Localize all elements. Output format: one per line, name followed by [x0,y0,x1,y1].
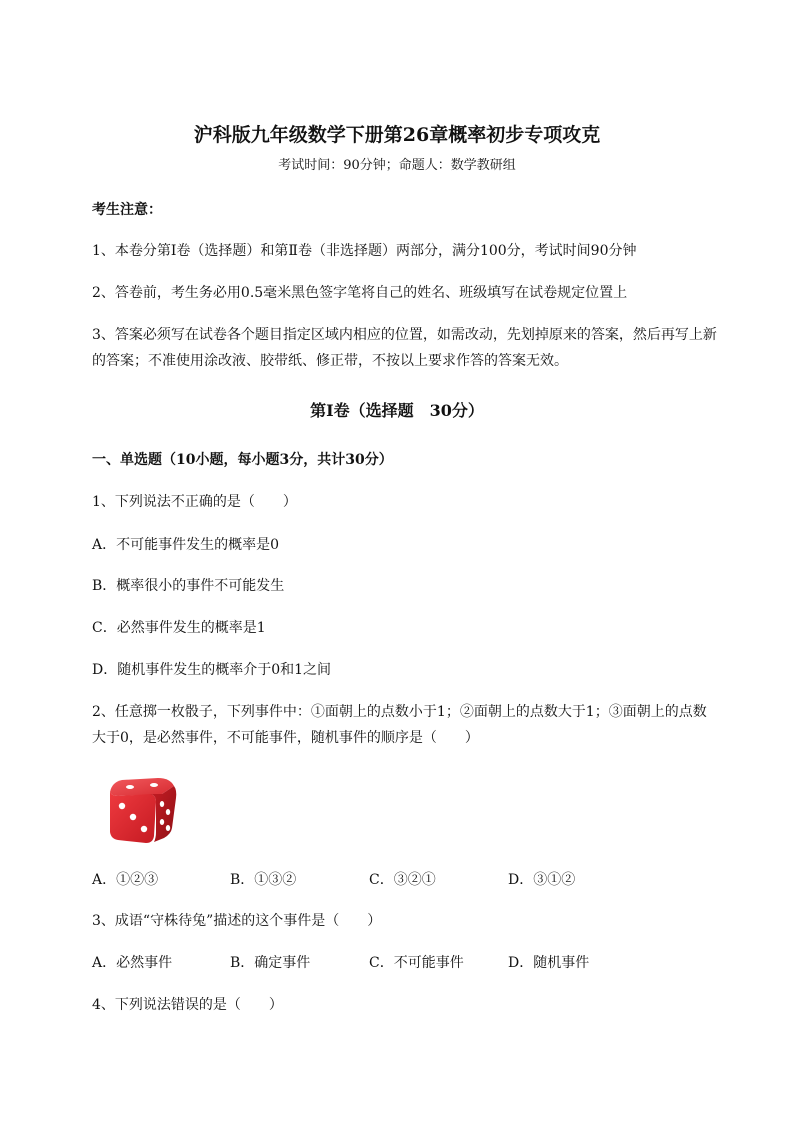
question-2-option-d: D．③①② [508,872,576,888]
question-2-stem: 2、任意掷一枚骰子，下列事件中：①面朝上的点数小于1；②面朝上的点数大于1；③面朝上的点数 [92,704,707,720]
exam-info: 考试时间：90分钟；命题人：数学教研组 [278,158,516,173]
red-dice-icon [104,774,180,846]
question-1-option-d: D．随机事件发生的概率介于0和1之间 [92,662,332,678]
notice-item-3: 3、答案必须写在试卷各个题目指定区域内相应的位置，如需改动，先划掉原来的答案，然后再写上新 [92,327,717,343]
question-3-option-d: D．随机事件 [508,955,590,971]
page-title: 沪科版九年级数学下册第26章概率初步专项攻克 [193,124,601,146]
section-title: 第I卷（选择题 30分） [310,401,484,420]
notice-item-2: 2、答卷前，考生务必用0.5毫米黑色签字笔将自己的姓名、班级填写在试卷规定位置上 [92,285,628,301]
question-1-option-b: B．概率很小的事件不可能发生 [92,578,285,594]
question-3-stem: 3、成语“守株待兔”描述的这个事件是（ ） [92,913,382,929]
question-4-stem: 4、下列说法错误的是（ ） [92,997,283,1013]
question-3-option-c: C．不可能事件 [369,955,464,971]
question-1-stem: 1、下列说法不正确的是（ ） [92,494,297,510]
question-2-option-b: B．①③② [230,872,297,888]
question-1-option-c: C．必然事件发生的概率是1 [92,620,266,636]
question-3-option-a: A．必然事件 [92,955,173,971]
question-1-option-a: A．不可能事件发生的概率是0 [92,537,280,553]
notice-item-1: 1、本卷分第I卷（选择题）和第Ⅱ卷（非选择题）两部分，满分100分，考试时间90分钟 [92,243,637,259]
notice-item-3-cont: 的答案；不准使用涂改液、胶带纸、修正带，不按以上要求作答的答案无效。 [92,353,568,369]
notice-heading: 考生注意： [92,202,162,218]
question-2-option-a: A．①②③ [92,872,159,888]
part-heading: 一、单选题（10小题，每小题3分，共计30分） [92,452,393,468]
question-2-option-c: C．③②① [369,872,436,888]
question-2-stem-cont: 大于0，是必然事件，不可能事件，随机事件的顺序是（ ） [92,730,479,746]
question-3-option-b: B．确定事件 [230,955,311,971]
